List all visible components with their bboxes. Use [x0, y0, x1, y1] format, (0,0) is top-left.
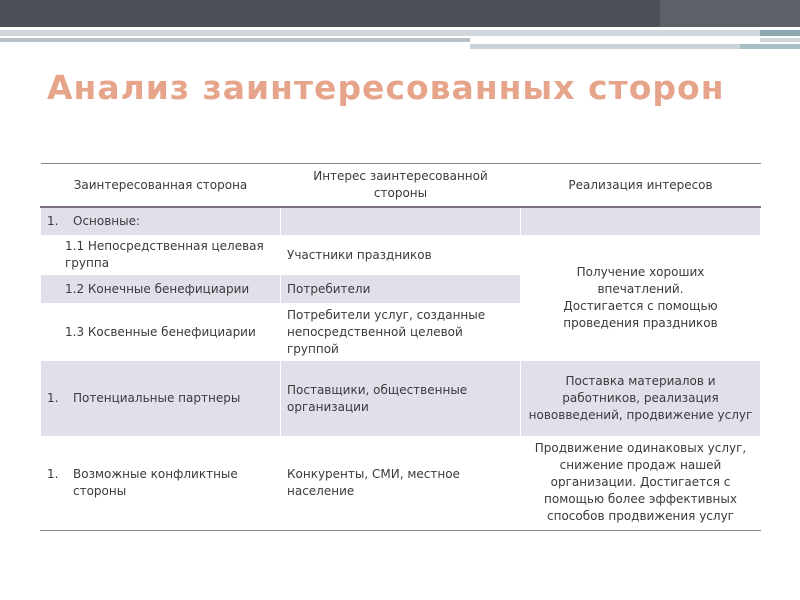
decor-stripe [0, 38, 470, 42]
realization-cell: Поставка материалов и работников, реализация нововведений, продвижение услуг [521, 361, 761, 436]
table-row [41, 235, 761, 275]
stakeholder-text: Основные: [73, 214, 141, 228]
stakeholder-cell: 1.1 Непосредственная целевая группа [41, 235, 281, 275]
decor-stripe [740, 44, 800, 49]
stakeholder-cell [41, 361, 281, 436]
top-bar-accent [660, 0, 800, 27]
stakeholder-table [40, 163, 761, 531]
header-stakeholder: Заинтересованная сторона [41, 164, 281, 208]
table-row [41, 361, 761, 436]
decor-stripe [0, 30, 760, 36]
interest-cell: Потребители услуг, созданные непосредственной целевой группой [281, 303, 521, 361]
header-realization: Реализация интересов [521, 164, 761, 208]
table-row [41, 207, 761, 235]
interest-cell: Потребители [281, 275, 521, 303]
interest-cell: Участники праздников [281, 235, 521, 275]
realization-merged-cell: Получение хороших впечатлений. Достигается с помощью проведения праздников [521, 235, 761, 361]
stakeholder-text: Потенциальные партнеры [73, 391, 241, 405]
row-number: 1. [47, 391, 59, 405]
table-row [41, 436, 761, 530]
realization-cell: Продвижение одинаковых услуг, снижение продаж нашей организации. Достигается с помощью более эффективных способов продвижения услуг [521, 436, 761, 530]
interest-cell: Поставщики, общественные организации [281, 361, 521, 436]
interest-cell [281, 207, 521, 235]
slide-title: Анализ заинтересованных сторон [47, 68, 725, 107]
stakeholder-cell [41, 207, 281, 235]
stakeholder-cell [41, 436, 281, 530]
realization-cell [521, 207, 761, 235]
header-interest: Интерес заинтересованной стороны [281, 164, 521, 208]
row-number: 1. [47, 466, 59, 481]
stakeholder-cell: 1.3 Косвенные бенефициарии [41, 303, 281, 361]
table-header-row [41, 164, 761, 208]
decor-stripe [470, 44, 740, 49]
stakeholder-cell: 1.2 Конечные бенефициарии [41, 275, 281, 303]
interest-cell: Конкуренты, СМИ, местное население [281, 436, 521, 530]
stakeholder-text: Возможные конфликтные стороны [73, 466, 238, 498]
row-number: 1. [47, 214, 59, 228]
slide-top-bar [0, 0, 800, 27]
decor-stripe [760, 30, 800, 36]
decor-stripe [760, 38, 800, 42]
